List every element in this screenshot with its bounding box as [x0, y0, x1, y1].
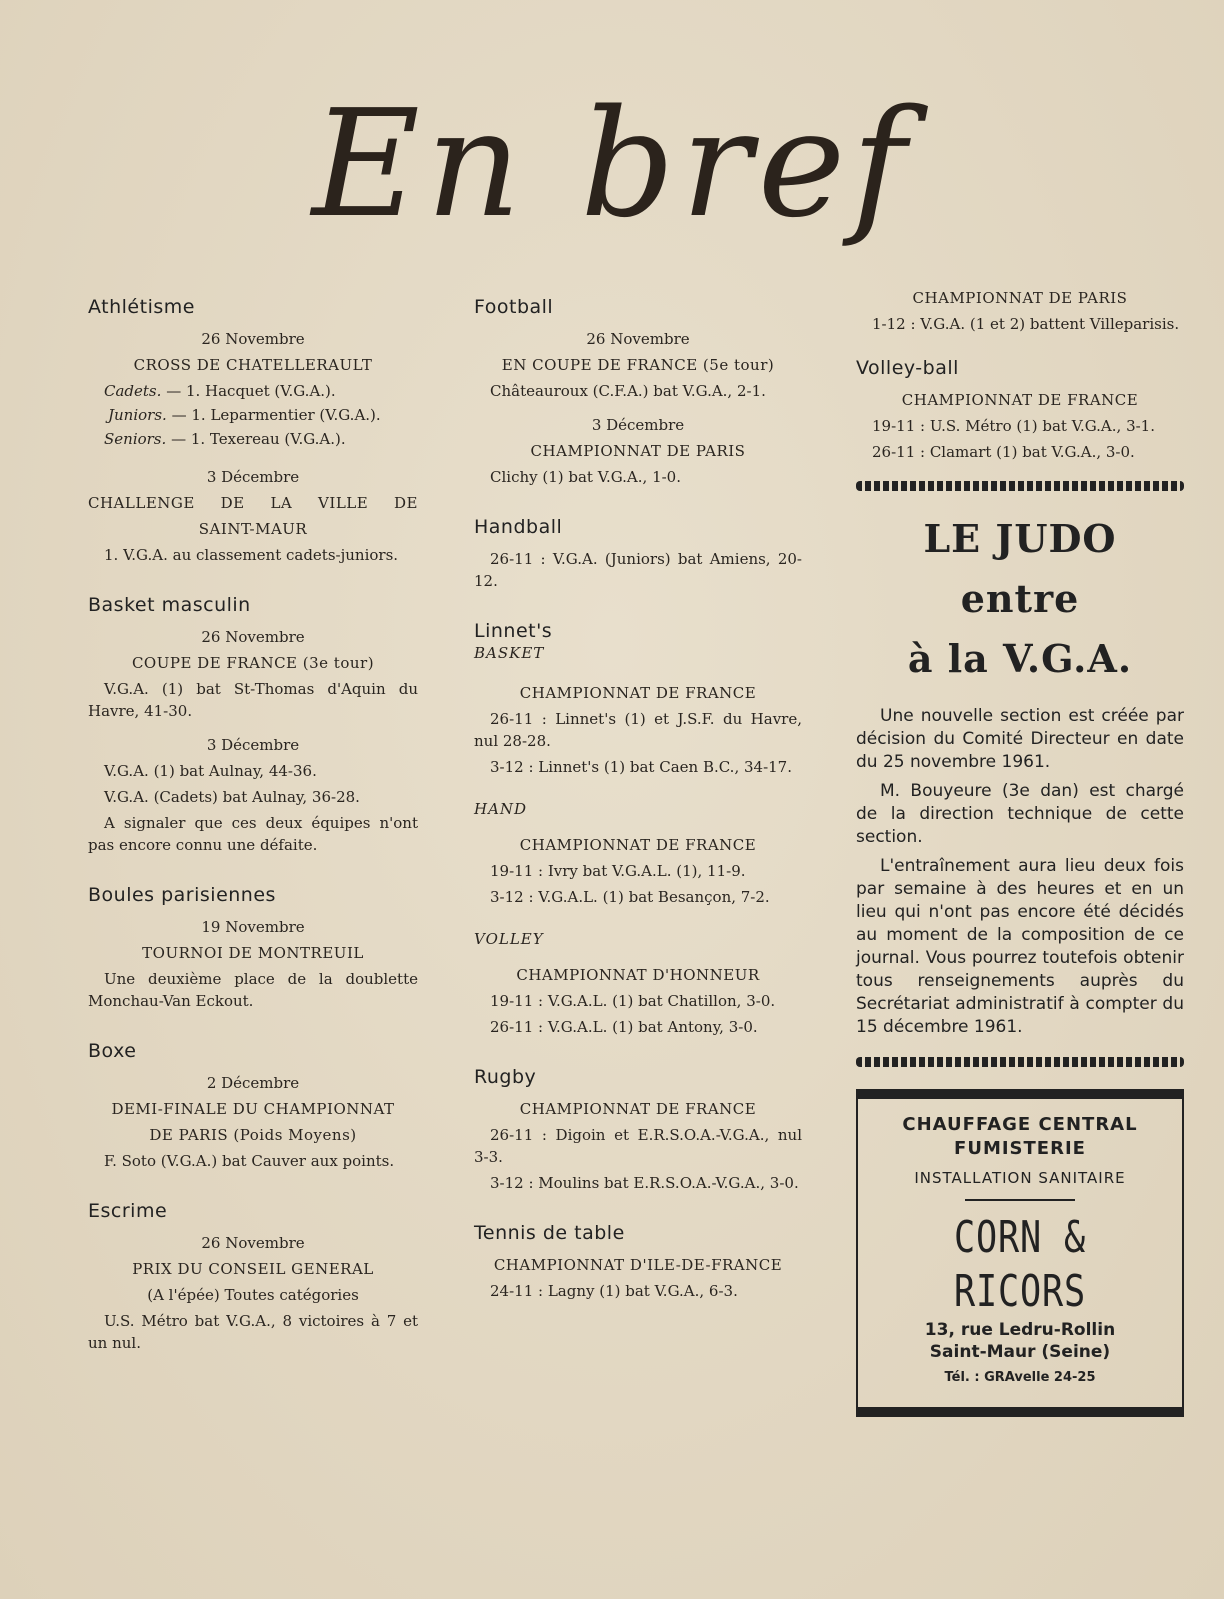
section-basket	[88, 594, 418, 856]
page-title: En bref	[311, 78, 913, 250]
judo-body	[856, 705, 1184, 1039]
result-text: 19-11 : V.G.A.L. (1) bat Chatillon, 3-0.	[490, 992, 776, 1010]
result-text: 26-11 : V.G.A. (Juniors) bat Amiens, 20-12.	[474, 550, 802, 590]
judo-title-line: entre	[960, 576, 1080, 621]
ad-separator	[965, 1199, 1075, 1201]
event-title: CHAMPIONNAT DE PARIS	[912, 289, 1128, 307]
section-heading: Handball	[474, 516, 563, 538]
event-title: CHALLENGE DE LA VILLE DE	[88, 494, 418, 512]
event-title: CHAMPIONNAT DE FRANCE	[519, 684, 757, 702]
section-heading: Tennis de table	[474, 1222, 625, 1244]
event-title: CHAMPIONNAT DE FRANCE	[519, 836, 757, 854]
section-heading: Football	[474, 296, 554, 318]
event-title: CROSS DE CHATELLERAULT	[133, 356, 373, 374]
event-title: CHAMPIONNAT D'ILE-DE-FRANCE	[493, 1256, 783, 1274]
result-text: 3-12 : Moulins bat E.R.S.O.A.-V.G.A., 3-0.	[490, 1174, 799, 1192]
section-athletisme	[88, 296, 418, 566]
result-text: Châteauroux (C.F.A.) bat V.G.A., 2-1.	[490, 382, 766, 400]
section-football	[474, 296, 802, 488]
section-heading: Linnet's	[474, 620, 553, 642]
result-text: U.S. Métro bat V.G.A., 8 victoires à 7 et un nul.	[88, 1312, 418, 1352]
event-title: CHAMPIONNAT DE FRANCE	[519, 1100, 757, 1118]
category: Juniors.	[108, 406, 167, 424]
event-title: TOURNOI DE MONTREUIL	[142, 944, 364, 962]
section-linnets	[474, 620, 802, 1038]
result: — 1. Leparmentier (V.G.A.).	[171, 406, 381, 424]
category: Cadets.	[104, 382, 162, 400]
wavy-divider	[856, 481, 1184, 491]
section-boules	[88, 884, 418, 1012]
result-text: V.G.A. (1) bat Aulnay, 44-36.	[104, 762, 317, 780]
judo-title-line: LE JUDO	[923, 516, 1117, 561]
date: 3 Décembre	[591, 416, 685, 434]
date: 26 Novembre	[201, 1234, 305, 1252]
section-heading: Volley-ball	[856, 357, 959, 379]
result-text: 26-11 : Linnet's (1) et J.S.F. du Havre, nul 28-28.	[474, 710, 802, 750]
event-title: SAINT-MAUR	[198, 520, 308, 538]
category: Seniors.	[104, 430, 167, 448]
event-title: DE PARIS (Poids Moyens)	[149, 1126, 357, 1144]
event-title: DEMI-FINALE DU CHAMPIONNAT	[111, 1100, 395, 1118]
section-heading: Rugby	[474, 1066, 537, 1088]
event-title: EN COUPE DE FRANCE (5e tour)	[501, 356, 775, 374]
section-rugby	[474, 1066, 802, 1194]
result-text: 19-11 : U.S. Métro (1) bat V.G.A., 3-1.	[872, 417, 1155, 435]
subsection-heading: BASKET	[474, 644, 545, 662]
section-volley-paris	[856, 287, 1184, 335]
column-3	[856, 283, 1184, 1417]
result: — 1. Texereau (V.G.A.).	[171, 430, 346, 448]
section-escrime	[88, 1200, 418, 1354]
result-text: 3-12 : V.G.A.L. (1) bat Besançon, 7-2.	[490, 888, 770, 906]
date: 19 Novembre	[201, 918, 305, 936]
result-text: 26-11 : Digoin et E.R.S.O.A.-V.G.A., nul 3-3.	[474, 1126, 802, 1166]
subsection-heading: HAND	[474, 800, 528, 818]
section-heading: Basket masculin	[88, 594, 251, 616]
event-title: PRIX DU CONSEIL GENERAL	[132, 1260, 374, 1278]
ad-line: FUMISTERIE	[954, 1138, 1086, 1159]
result-text: Une deuxième place de la doublette Monchau-Van Eckout.	[88, 970, 418, 1010]
column-2	[474, 296, 802, 1330]
date: 3 Décembre	[206, 468, 300, 486]
result-line	[88, 428, 418, 450]
section-heading: Athlétisme	[88, 296, 195, 318]
result-text: V.G.A. (Cadets) bat Aulnay, 36-28.	[104, 788, 360, 806]
ad-address: Saint-Maur (Seine)	[929, 1342, 1111, 1362]
date: 3 Décembre	[206, 736, 300, 754]
wavy-divider	[856, 1057, 1184, 1067]
result-text: 24-11 : Lagny (1) bat V.G.A., 6-3.	[490, 1282, 738, 1300]
date: 2 Décembre	[206, 1074, 300, 1092]
section-handball	[474, 516, 802, 592]
column-1	[88, 296, 418, 1382]
result-text: 3-12 : Linnet's (1) bat Caen B.C., 34-17.	[490, 758, 792, 776]
section-volley-ball	[856, 357, 1184, 463]
date: 26 Novembre	[201, 628, 305, 646]
result-line	[88, 380, 418, 402]
result: — 1. Hacquet (V.G.A.).	[166, 382, 336, 400]
result-text: 26-11 : Clamart (1) bat V.G.A., 3-0.	[872, 443, 1135, 461]
event-title: CHAMPIONNAT D'HONNEUR	[516, 966, 760, 984]
event-subtitle: (A l'épée) Toutes catégories	[147, 1286, 359, 1304]
result-text: F. Soto (V.G.A.) bat Cauver aux points.	[104, 1152, 395, 1170]
date: 26 Novembre	[201, 330, 305, 348]
ad-line: INSTALLATION SANITAIRE	[914, 1169, 1126, 1187]
result-text: 1. V.G.A. au classement cadets-juniors.	[104, 546, 399, 564]
result-text: 26-11 : V.G.A.L. (1) bat Antony, 3-0.	[490, 1018, 758, 1036]
result-text: 19-11 : Ivry bat V.G.A.L. (1), 11-9.	[490, 862, 746, 880]
ad-company-name: CORN & RICORS	[954, 1212, 1086, 1317]
judo-paragraph: M. Bouyeure (3e dan) est chargé de la direction technique de cette section.	[856, 781, 1184, 847]
date: 26 Novembre	[586, 330, 690, 348]
result-text: 1-12 : V.G.A. (1 et 2) battent Villeparisis.	[872, 315, 1180, 333]
subsection-heading: VOLLEY	[474, 930, 544, 948]
judo-paragraph: Une nouvelle section est créée par décision du Comité Directeur en date du 25 novembre 1961.	[856, 706, 1184, 772]
judo-announcement	[856, 509, 1184, 1039]
result-text: Clichy (1) bat V.G.A., 1-0.	[490, 468, 681, 486]
result-text: A signaler que ces deux équipes n'ont pas encore connu une défaite.	[88, 814, 418, 854]
section-heading: Boxe	[88, 1040, 137, 1062]
ad-line: CHAUFFAGE CENTRAL	[902, 1114, 1138, 1135]
event-title: CHAMPIONNAT DE PARIS	[530, 442, 746, 460]
section-heading: Escrime	[88, 1200, 168, 1222]
ad-phone: Tél. : GRAvelle 24-25	[944, 1370, 1096, 1385]
section-boxe	[88, 1040, 418, 1172]
result-line	[88, 404, 418, 426]
section-tennis	[474, 1222, 802, 1302]
ad-address: 13, rue Ledru-Rollin	[924, 1320, 1116, 1340]
event-title: COUPE DE FRANCE (3e tour)	[131, 654, 375, 672]
advertisement-box	[856, 1089, 1184, 1417]
judo-title-line: à la V.G.A.	[907, 636, 1133, 681]
section-heading: Boules parisiennes	[88, 884, 276, 906]
result-text: V.G.A. (1) bat St-Thomas d'Aquin du Havre, 41-30.	[88, 680, 418, 720]
judo-paragraph: L'entraînement aura lieu deux fois par semaine à des heures et en un lieu qui n'ont pas encore été décidés au moment de la composition de ce journal. Vous pourrez toutefois obtenir tous renseignements auprès du Secrétariat administratif à compter du 15 décembre 1961.	[856, 856, 1184, 1037]
event-title: CHAMPIONNAT DE FRANCE	[901, 391, 1139, 409]
